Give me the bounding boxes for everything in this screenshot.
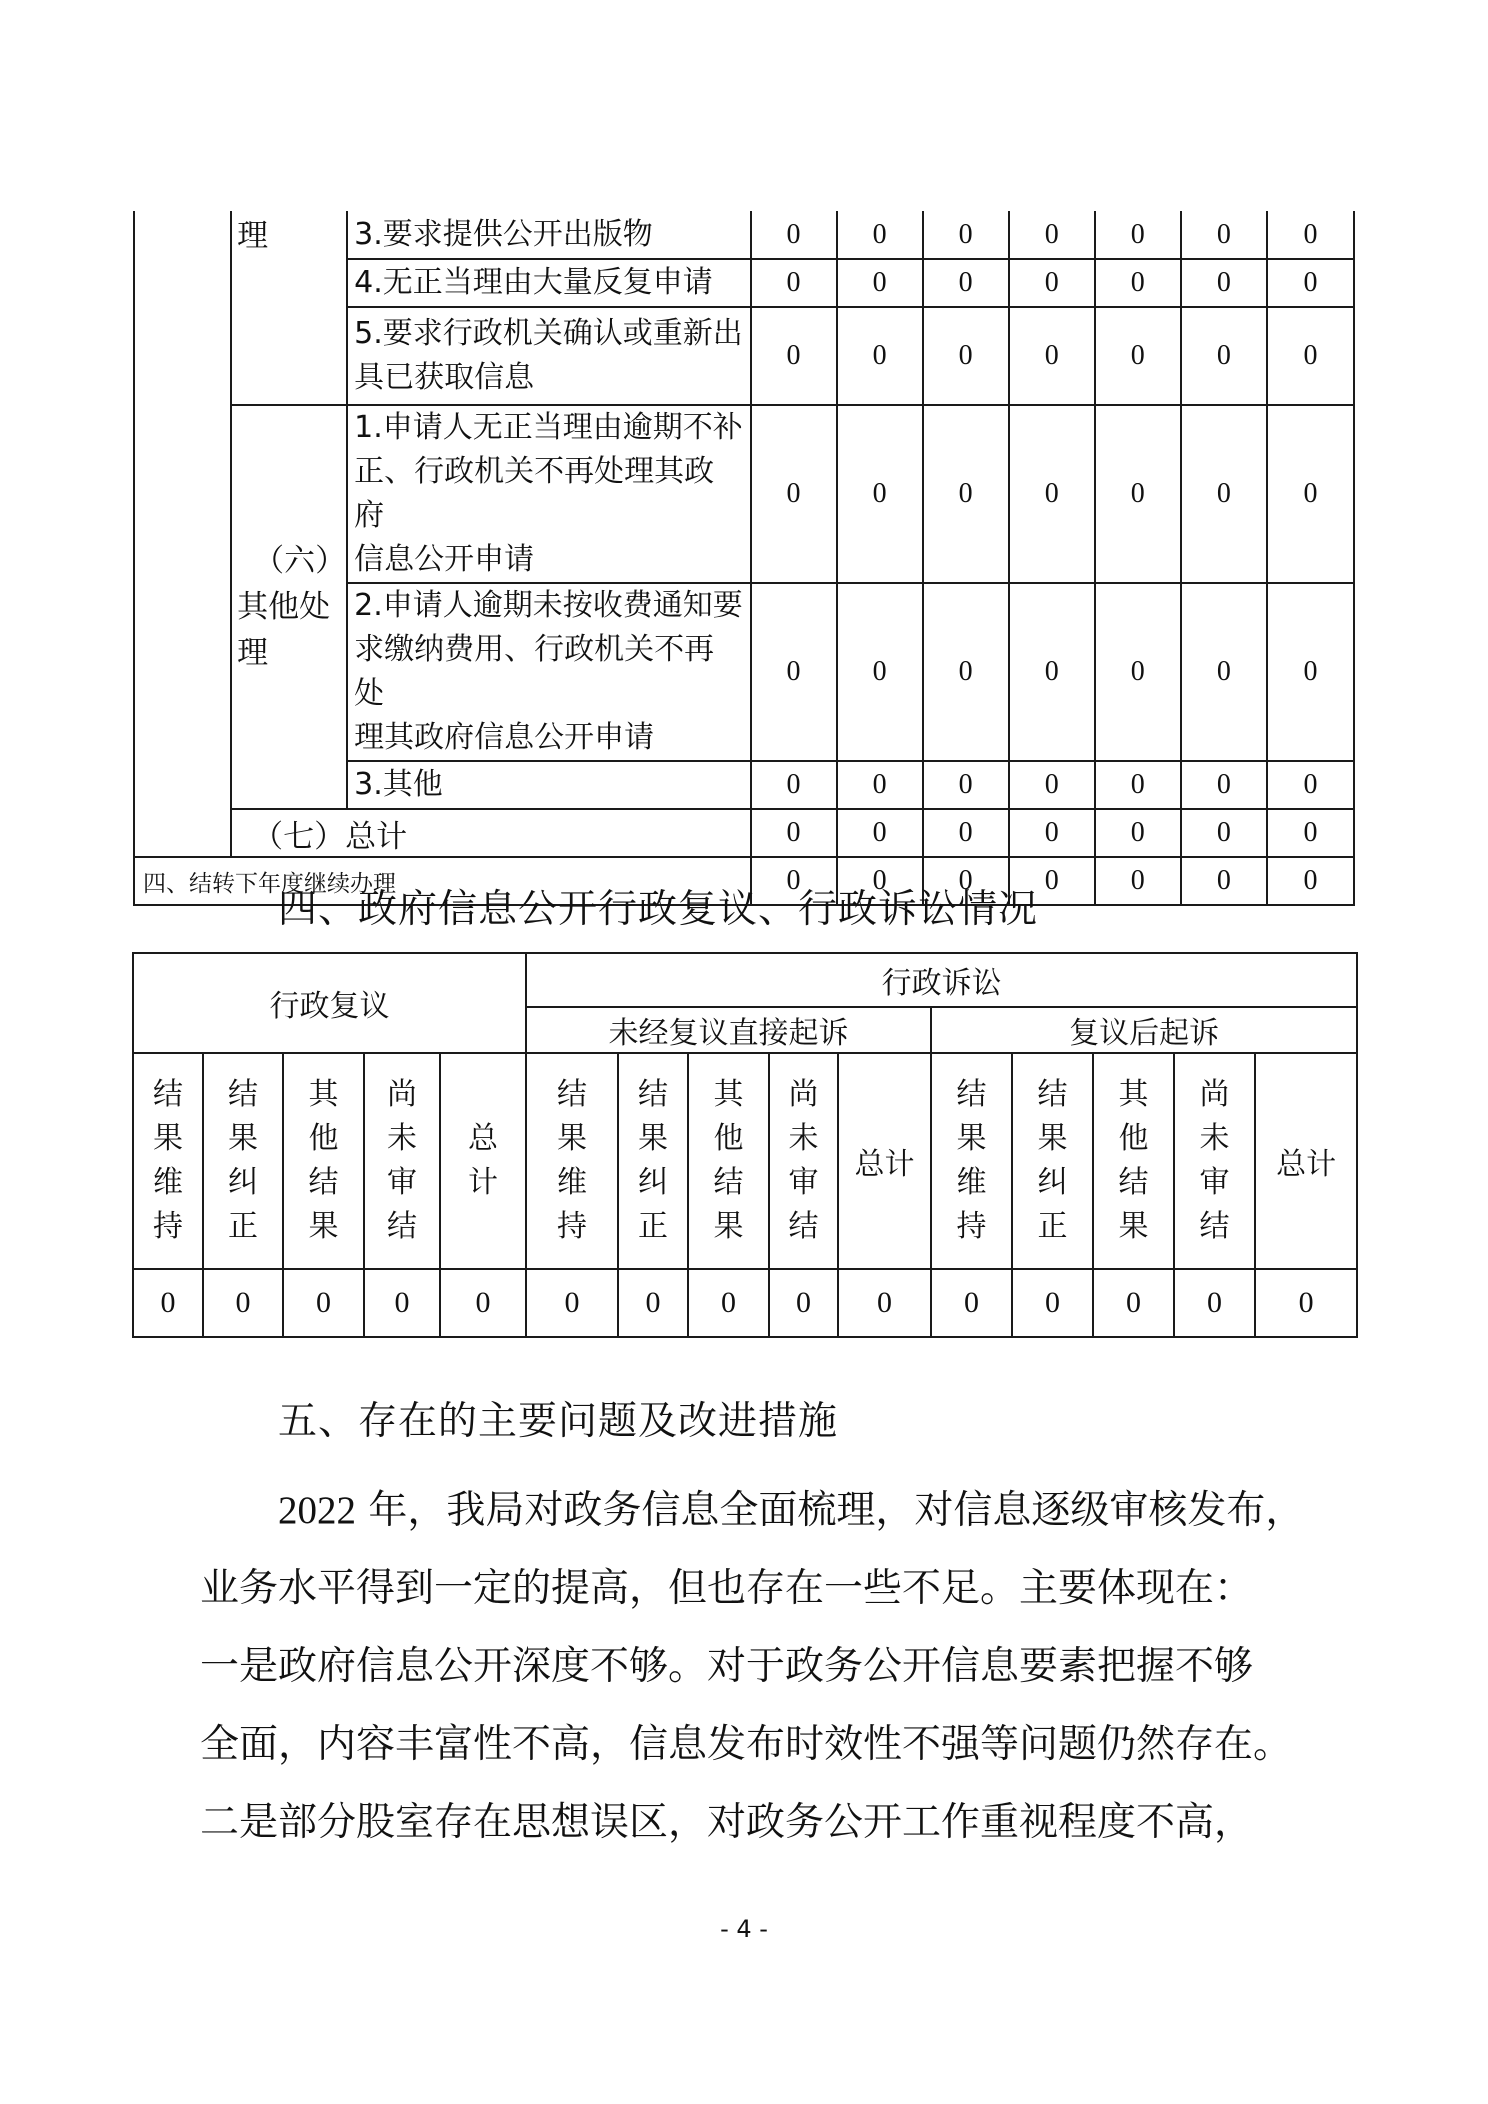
paragraph-line xyxy=(278,1472,1304,1550)
value-cell: 0 xyxy=(1095,307,1181,405)
value-cell: 0 xyxy=(1181,259,1267,307)
col-result-corrected: 结 果 纠 正 xyxy=(618,1053,688,1269)
category-label-line: 其他处 xyxy=(237,589,331,625)
value-cell: 0 xyxy=(751,857,837,905)
item-cell xyxy=(347,211,750,259)
item-cell xyxy=(347,761,750,809)
value-cell: 0 xyxy=(1181,809,1267,857)
col-total: 总计 xyxy=(1255,1053,1357,1269)
direct-suit-label: 未经复议直接起诉 xyxy=(608,1016,849,1051)
col-other-results: 其 他 结 果 xyxy=(688,1053,769,1269)
category-5-cell xyxy=(231,211,347,405)
item-label-line: 求缴纳费用、行政机关不再处 xyxy=(354,632,715,711)
value-cell: 0 xyxy=(1009,259,1095,307)
review-litigation-table xyxy=(132,952,1358,1338)
item-label-line: 具已获取信息 xyxy=(354,360,535,395)
table-row xyxy=(134,405,1354,583)
page-number: - 4 - xyxy=(720,1915,768,1943)
value-cell: 0 xyxy=(931,1269,1012,1337)
col-other-results: 其 他 结 果 xyxy=(283,1053,364,1269)
col-total: 总 计 xyxy=(440,1053,526,1269)
value-cell: 0 xyxy=(1009,405,1095,583)
value-cell: 0 xyxy=(837,405,923,583)
col-total: 总计 xyxy=(838,1053,931,1269)
value-cell: 0 xyxy=(751,307,837,405)
paragraph-text: 年，我局对政务信息全面梳理，对信息逐级审核发布， xyxy=(356,1488,1305,1533)
value-cell: 0 xyxy=(1267,307,1354,405)
value-cell: 0 xyxy=(837,809,923,857)
value-cell: 0 xyxy=(1095,857,1181,905)
value-cell: 0 xyxy=(1093,1269,1174,1337)
paragraph-line: 业务水平得到一定的提高，但也存在一些不足。主要体现在： xyxy=(200,1566,1254,1611)
after-review-suit-label: 复议后起诉 xyxy=(1069,1016,1220,1051)
item-cell xyxy=(347,259,750,307)
year-text: 2022 xyxy=(278,1489,356,1532)
value-cell: 0 xyxy=(1181,761,1267,809)
col-result-maintained: 结 果 维 持 xyxy=(931,1053,1012,1269)
value-cell: 0 xyxy=(769,1269,838,1337)
admin-review-label: 行政复议 xyxy=(269,989,390,1024)
value-cell: 0 xyxy=(1009,857,1095,905)
item-cell xyxy=(347,405,750,583)
value-cell: 0 xyxy=(923,405,1009,583)
item-label: 3.其他 xyxy=(354,767,443,802)
section-5-title: 五、存在的主要问题及改进措施 xyxy=(278,1399,839,1444)
item-label: 3.要求提供公开出版物 xyxy=(354,216,653,252)
value-cell: 0 xyxy=(1181,211,1267,259)
column-label-row xyxy=(133,1053,1357,1269)
value-cell: 0 xyxy=(1255,1269,1357,1337)
value-cell: 0 xyxy=(1181,405,1267,583)
col-pending: 尚 未 审 结 xyxy=(1174,1053,1255,1269)
value-cell: 0 xyxy=(526,1269,618,1337)
value-cell: 0 xyxy=(837,259,923,307)
value-cell: 0 xyxy=(751,405,837,583)
paragraph-line: 全面，内容丰富性不高，信息发布时效性不强等问题仍然存在。 xyxy=(200,1722,1293,1767)
item-label-line: 理其政府信息公开申请 xyxy=(354,720,655,755)
value-cell: 0 xyxy=(1095,211,1181,259)
item-label: 4.无正当理由大量反复申请 xyxy=(354,265,713,300)
table-row xyxy=(134,211,1354,259)
col-result-maintained: 结 果 维 持 xyxy=(526,1053,618,1269)
value-cell: 0 xyxy=(1267,761,1354,809)
value-cell: 0 xyxy=(837,583,923,761)
value-cell: 0 xyxy=(1095,259,1181,307)
value-cell: 0 xyxy=(618,1269,688,1337)
value-cell: 0 xyxy=(1095,761,1181,809)
value-cell: 0 xyxy=(1181,857,1267,905)
value-cell: 0 xyxy=(923,809,1009,857)
value-cell: 0 xyxy=(203,1269,283,1337)
value-cell: 0 xyxy=(751,211,837,259)
value-cell: 0 xyxy=(1009,761,1095,809)
total-label-cell xyxy=(231,809,750,857)
col-result-maintained: 结 果 维 持 xyxy=(133,1053,203,1269)
item-label-line: 正、行政机关不再处理其政府 xyxy=(354,454,715,533)
item-label-line: 信息公开申请 xyxy=(354,542,535,577)
item-label-line: 5.要求行政机关确认或重新出 xyxy=(354,316,743,351)
item-label-line: 1.申请人无正当理由逾期不补 xyxy=(354,410,743,445)
after-review-suit-header xyxy=(931,1007,1357,1053)
value-cell: 0 xyxy=(1009,583,1095,761)
value-cell: 0 xyxy=(1267,259,1354,307)
value-cell: 0 xyxy=(923,259,1009,307)
carry-label: 四、结转下年度继续办理 xyxy=(143,870,396,897)
value-cell: 0 xyxy=(1009,211,1095,259)
category-label-line: 理 xyxy=(237,635,269,671)
value-row xyxy=(133,1269,1357,1337)
value-cell: 0 xyxy=(1012,1269,1093,1337)
value-cell: 0 xyxy=(838,1269,931,1337)
value-cell: 0 xyxy=(751,259,837,307)
value-cell: 0 xyxy=(1174,1269,1255,1337)
value-cell: 0 xyxy=(837,307,923,405)
value-cell: 0 xyxy=(837,857,923,905)
value-cell: 0 xyxy=(923,761,1009,809)
category-label-line: （六） xyxy=(253,543,347,579)
value-cell: 0 xyxy=(1095,809,1181,857)
value-cell: 0 xyxy=(1267,405,1354,583)
paragraph-line: 二是部分股室存在思想误区，对政务公开工作重视程度不高， xyxy=(200,1800,1254,1845)
value-cell: 0 xyxy=(364,1269,440,1337)
header-row xyxy=(133,953,1357,1007)
col-pending: 尚 未 审 结 xyxy=(364,1053,440,1269)
section-4-title: 四、政府信息公开行政复议、行政诉讼情况 xyxy=(278,887,1039,932)
admin-litigation-label: 行政诉讼 xyxy=(881,966,1002,1001)
col-result-corrected: 结 果 纠 正 xyxy=(203,1053,283,1269)
value-cell: 0 xyxy=(923,857,1009,905)
item-cell xyxy=(347,583,750,761)
direct-suit-header xyxy=(526,1007,931,1053)
value-cell: 0 xyxy=(1009,307,1095,405)
value-cell: 0 xyxy=(1267,211,1354,259)
col-other-results: 其 他 结 果 xyxy=(1093,1053,1174,1269)
value-cell: 0 xyxy=(751,583,837,761)
value-cell: 0 xyxy=(133,1269,203,1337)
value-cell: 0 xyxy=(1267,583,1354,761)
total-label: （七）总计 xyxy=(252,818,408,855)
paragraph-line: 一是政府信息公开深度不够。对于政务公开信息要素把握不够 xyxy=(200,1644,1254,1689)
value-cell: 0 xyxy=(1181,307,1267,405)
value-cell: 0 xyxy=(923,307,1009,405)
value-cell: 0 xyxy=(1009,809,1095,857)
value-cell: 0 xyxy=(1267,809,1354,857)
value-cell: 0 xyxy=(837,211,923,259)
value-cell: 0 xyxy=(751,761,837,809)
col-pending: 尚 未 审 结 xyxy=(769,1053,838,1269)
value-cell: 0 xyxy=(923,583,1009,761)
value-cell: 0 xyxy=(283,1269,364,1337)
item-cell xyxy=(347,307,750,405)
value-cell: 0 xyxy=(923,211,1009,259)
admin-litigation-header xyxy=(526,953,1357,1007)
value-cell: 0 xyxy=(440,1269,526,1337)
item-label-line: 2.申请人逾期未按收费通知要 xyxy=(354,588,743,623)
outer-category-cell xyxy=(134,211,231,857)
total-row xyxy=(134,809,1354,857)
col-result-corrected: 结 果 纠 正 xyxy=(1012,1053,1093,1269)
category-6-cell xyxy=(231,405,347,809)
value-cell: 0 xyxy=(837,761,923,809)
value-cell: 0 xyxy=(1267,857,1354,905)
value-cell: 0 xyxy=(1095,583,1181,761)
category-label: 理 xyxy=(237,218,269,254)
value-cell: 0 xyxy=(751,809,837,857)
value-cell: 0 xyxy=(688,1269,769,1337)
application-handling-table xyxy=(133,211,1355,906)
admin-review-header xyxy=(133,953,526,1053)
value-cell: 0 xyxy=(1095,405,1181,583)
value-cell: 0 xyxy=(1181,583,1267,761)
